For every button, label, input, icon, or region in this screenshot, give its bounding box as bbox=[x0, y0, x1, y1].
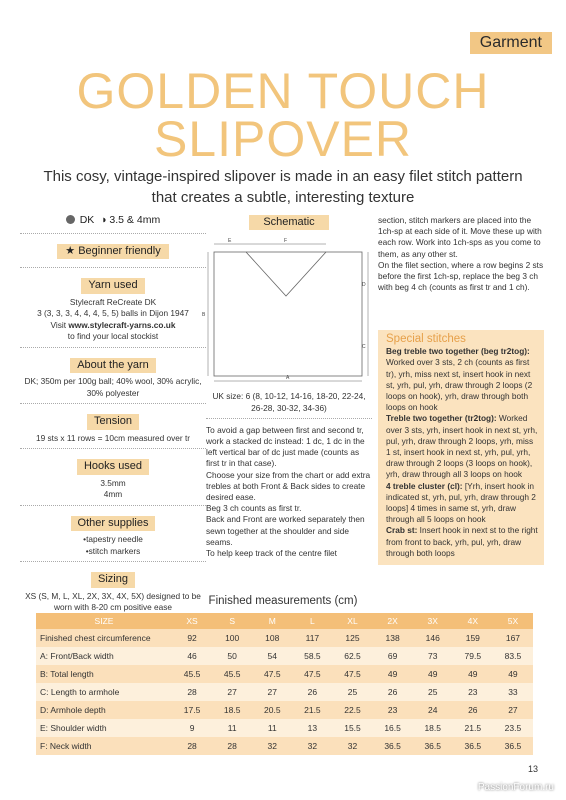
stitch-name: Beg treble two together (beg tr2tog): bbox=[386, 346, 530, 357]
visit-suffix: to find your local stockist bbox=[67, 331, 159, 341]
table-cell: 47.5 bbox=[332, 665, 372, 683]
table-cell: 27 bbox=[493, 701, 533, 719]
page-number: 13 bbox=[527, 764, 538, 774]
table-cell: 28 bbox=[172, 683, 212, 701]
table-header-row bbox=[36, 613, 533, 629]
yarn-weight: DK bbox=[79, 214, 95, 226]
yarn-used-heading: Yarn used bbox=[81, 278, 144, 294]
row-label: B: Total length bbox=[36, 665, 172, 683]
table-cell: 83.5 bbox=[493, 647, 533, 665]
divider bbox=[20, 561, 206, 562]
visit-prefix: Visit bbox=[50, 319, 69, 330]
row-label: C: Length to armhole bbox=[36, 683, 172, 701]
table-header-cell: SIZE bbox=[36, 613, 172, 629]
table-cell: 26 bbox=[292, 683, 332, 701]
visit-url[interactable]: www.stylecraft-yarns.co.uk bbox=[68, 319, 176, 330]
section-tag: Garment bbox=[470, 32, 552, 54]
tension-heading: Tension bbox=[87, 414, 139, 430]
hooks-heading: Hooks used bbox=[77, 459, 149, 475]
special-stitches-heading: Special stitches bbox=[386, 333, 466, 345]
table-cell: 26 bbox=[453, 701, 493, 719]
table-cell: 49 bbox=[493, 665, 533, 683]
table-cell: 28 bbox=[172, 737, 212, 755]
table-header-cell: 4X bbox=[453, 613, 493, 629]
table-row bbox=[36, 665, 533, 683]
table-cell: 58.5 bbox=[292, 647, 332, 665]
stitch-name: 4 treble cluster (cl): bbox=[386, 480, 463, 491]
hook-sizes: 3.5 & 4mm bbox=[109, 214, 161, 226]
watermark: PassionForum.ru bbox=[477, 782, 554, 793]
table-cell: 21.5 bbox=[292, 701, 332, 719]
title-line1: GOLDEN TOUCH bbox=[76, 63, 490, 119]
table-row bbox=[36, 629, 533, 647]
table-cell: 108 bbox=[252, 629, 292, 647]
table-cell: 45.5 bbox=[172, 665, 212, 683]
sizing-heading: Sizing bbox=[91, 572, 135, 588]
table-cell: 125 bbox=[332, 629, 372, 647]
table-cell: 9 bbox=[172, 719, 212, 737]
table-cell: 33 bbox=[493, 683, 533, 701]
tension-text: 19 sts x 11 rows = 10cm measured over tr bbox=[35, 432, 191, 443]
table-cell: 46 bbox=[172, 647, 212, 665]
yarn-ball-icon bbox=[66, 215, 75, 224]
table-cell: 117 bbox=[292, 629, 332, 647]
table-header-cell: L bbox=[292, 613, 332, 629]
table-cell: 159 bbox=[453, 629, 493, 647]
table-cell: 32 bbox=[292, 737, 332, 755]
table-cell: 138 bbox=[373, 629, 413, 647]
right-column bbox=[378, 215, 544, 293]
table-title bbox=[0, 595, 566, 607]
table-header-cell: 5X bbox=[493, 613, 533, 629]
table-cell: 146 bbox=[413, 629, 453, 647]
schematic-label-c: C bbox=[362, 344, 366, 351]
schematic-label-b: B bbox=[202, 312, 206, 319]
yarn-used-text: Stylecraft ReCreate DK bbox=[69, 296, 157, 307]
schematic-label-e: E bbox=[228, 238, 232, 245]
table-row bbox=[36, 737, 533, 755]
schematic-label-a: A bbox=[286, 375, 290, 382]
stitch-text: [Yrh, insert hook in indicated st, yrh, pul, yrh, draw through 2 loops] 4 times in same st, yrh, draw through all 5 loops on hook bbox=[386, 480, 536, 525]
table-cell: 79.5 bbox=[453, 647, 493, 665]
level-label: Beginner friendly bbox=[78, 244, 161, 257]
schematic-heading: Schematic bbox=[249, 215, 329, 230]
supply-item: • stitch markers bbox=[20, 546, 206, 558]
schematic-label-d: D bbox=[362, 282, 366, 289]
row-label: F: Neck width bbox=[36, 737, 172, 755]
row-label: E: Shoulder width bbox=[36, 719, 172, 737]
intro-text: This cosy, vintage-inspired slipover is made in an easy filet stitch pattern that creates a subtle, interesting texture bbox=[43, 168, 523, 206]
divider bbox=[20, 267, 206, 268]
table-cell: 26 bbox=[373, 683, 413, 701]
table-cell: 47.5 bbox=[252, 665, 292, 683]
meta-line bbox=[20, 215, 206, 227]
stitch-name: Treble two together (tr2tog): bbox=[386, 413, 497, 424]
table-cell: 36.5 bbox=[493, 737, 533, 755]
table-row bbox=[36, 683, 533, 701]
divider bbox=[206, 418, 372, 419]
divider bbox=[20, 403, 206, 404]
instructions-right: section, stitch markers are placed into the 1ch-sp at each side of it. Move these up with each row. Work into 1ch-sps as you come to them, as any other st. On the filet section, where a row begins 2 sts before the first 1ch-sp, replace the beg 3 ch with beg 4 ch (counts as first tr and 1 ch). bbox=[378, 215, 544, 293]
row-label: Finished chest circumference bbox=[36, 629, 172, 647]
table-row bbox=[36, 647, 533, 665]
table-cell: 21.5 bbox=[453, 719, 493, 737]
table-cell: 25 bbox=[413, 683, 453, 701]
schematic-label-f: F bbox=[284, 238, 288, 245]
title-line2: SLIPOVER bbox=[153, 111, 413, 167]
table-header-cell: XL bbox=[332, 613, 372, 629]
uk-size: UK size: 6 (8, 10-12, 14-16, 18-20, 22-24, 26-28, 30-32, 34-36) bbox=[212, 391, 366, 413]
table-body bbox=[36, 629, 533, 755]
visit-line bbox=[20, 320, 206, 332]
table-cell: 16.5 bbox=[373, 719, 413, 737]
table-cell: 22.5 bbox=[332, 701, 372, 719]
table-header-cell: 3X bbox=[413, 613, 453, 629]
stitch-text: Worked over 3 sts, 2 ch (counts as first tr), yrh, miss next st, insert hook in next st, yrh, pul, yrh, draw through 2 loops (2 loops on hook), yrh, draw through both loops on hook bbox=[386, 357, 533, 413]
table-cell: 50 bbox=[212, 647, 252, 665]
row-label: A: Front/Back width bbox=[36, 647, 172, 665]
stitch-tr2tog bbox=[386, 413, 538, 480]
table-cell: 32 bbox=[252, 737, 292, 755]
table-cell: 47.5 bbox=[292, 665, 332, 683]
table-cell: 15.5 bbox=[332, 719, 372, 737]
table-cell: 73 bbox=[413, 647, 453, 665]
table-cell: 69 bbox=[373, 647, 413, 665]
row-label: D: Armhole depth bbox=[36, 701, 172, 719]
table-cell: 13 bbox=[292, 719, 332, 737]
supply-item: • tapestry needle bbox=[20, 534, 206, 546]
table-cell: 45.5 bbox=[212, 665, 252, 683]
table-cell: 18.5 bbox=[413, 719, 453, 737]
instructions-middle: To avoid a gap between first and second tr, work a stacked dc instead: 1 dc, 1 dc in the left vertical bar of dc just made (counts as first tr in that case). Choose your size from the chart or add extra trebles at both Front & Back sides to create desired ease. Beg 3 ch counts as first tr. Back and Front are worked separately then sewn together at the shoulder and side seams. To help keep track of the centre filet bbox=[206, 424, 371, 559]
stitch-text: Worked over 3 sts, yrh, insert hook in next st, yrh, pul, yrh, draw through 2 loops, yrh, miss 1 st, insert hook in next st, yrh, pul, yrh, draw through 2 loops (3 loops on hook), yrh, draw through all 3 loops on hook bbox=[386, 413, 538, 480]
table-cell: 36.5 bbox=[373, 737, 413, 755]
middle-column bbox=[202, 215, 372, 559]
table-cell: 11 bbox=[212, 719, 252, 737]
table-cell: 36.5 bbox=[453, 737, 493, 755]
table-title-text: Finished measurements (cm) bbox=[201, 595, 366, 607]
stitch-text: Insert hook in next st to the right from front to back, yrh, pul, yrh, draw through both loops bbox=[386, 525, 538, 558]
stitch-name: Crab st: bbox=[386, 525, 418, 536]
about-text: DK; 350m per 100g ball; 40% wool, 30% acrylic, 30% polyester bbox=[24, 376, 202, 398]
measurements-table bbox=[36, 613, 533, 755]
hook-size-2: 4mm bbox=[103, 489, 123, 499]
table-cell: 28 bbox=[212, 737, 252, 755]
table-header-cell: XS bbox=[172, 613, 212, 629]
table-cell: 167 bbox=[493, 629, 533, 647]
table-header-cell: M bbox=[252, 613, 292, 629]
table-cell: 27 bbox=[212, 683, 252, 701]
table-cell: 54 bbox=[252, 647, 292, 665]
divider bbox=[20, 233, 206, 234]
table-cell: 23 bbox=[373, 701, 413, 719]
sizing-text: XS (S, M, L, XL, 2X, 3X, 4X, 5X) designed to be worn with 8-20 cm positive ease bbox=[25, 590, 201, 612]
stitch-beg-tr2tog bbox=[386, 346, 538, 413]
table-cell: 18.5 bbox=[212, 701, 252, 719]
level-badge bbox=[57, 244, 169, 260]
divider bbox=[20, 347, 206, 348]
divider bbox=[20, 448, 206, 449]
other-supplies-heading: Other supplies bbox=[71, 516, 156, 532]
stitch-crab bbox=[386, 525, 538, 559]
table-cell: 49 bbox=[373, 665, 413, 683]
table-cell: 23 bbox=[453, 683, 493, 701]
table-cell: 62.5 bbox=[332, 647, 372, 665]
table-header-cell: S bbox=[212, 613, 252, 629]
table-cell: 36.5 bbox=[413, 737, 453, 755]
hook-size-1: 3.5mm bbox=[100, 477, 126, 488]
table-cell: 27 bbox=[252, 683, 292, 701]
schematic-diagram bbox=[202, 236, 372, 386]
star-icon: ★ bbox=[65, 244, 76, 257]
table-cell: 92 bbox=[172, 629, 212, 647]
table-cell: 49 bbox=[453, 665, 493, 683]
table-row bbox=[36, 719, 533, 737]
table-cell: 11 bbox=[252, 719, 292, 737]
table-cell: 49 bbox=[413, 665, 453, 683]
special-stitches-box bbox=[378, 330, 544, 565]
table-row bbox=[36, 701, 533, 719]
table-header-cell: 2X bbox=[373, 613, 413, 629]
stitch-cluster bbox=[386, 481, 538, 526]
table-cell: 23.5 bbox=[493, 719, 533, 737]
table-cell: 32 bbox=[332, 737, 372, 755]
divider bbox=[20, 505, 206, 506]
hook-icon: ◑ bbox=[100, 214, 107, 226]
left-column bbox=[20, 215, 206, 614]
yarn-used-balls: 3 (3, 3, 3, 4, 4, 4, 5, 5) balls in Dijon 1947 bbox=[37, 308, 189, 318]
table-cell: 20.5 bbox=[252, 701, 292, 719]
table-cell: 17.5 bbox=[172, 701, 212, 719]
about-heading: About the yarn bbox=[70, 358, 156, 374]
table-cell: 100 bbox=[212, 629, 252, 647]
table-cell: 25 bbox=[332, 683, 372, 701]
table-cell: 24 bbox=[413, 701, 453, 719]
